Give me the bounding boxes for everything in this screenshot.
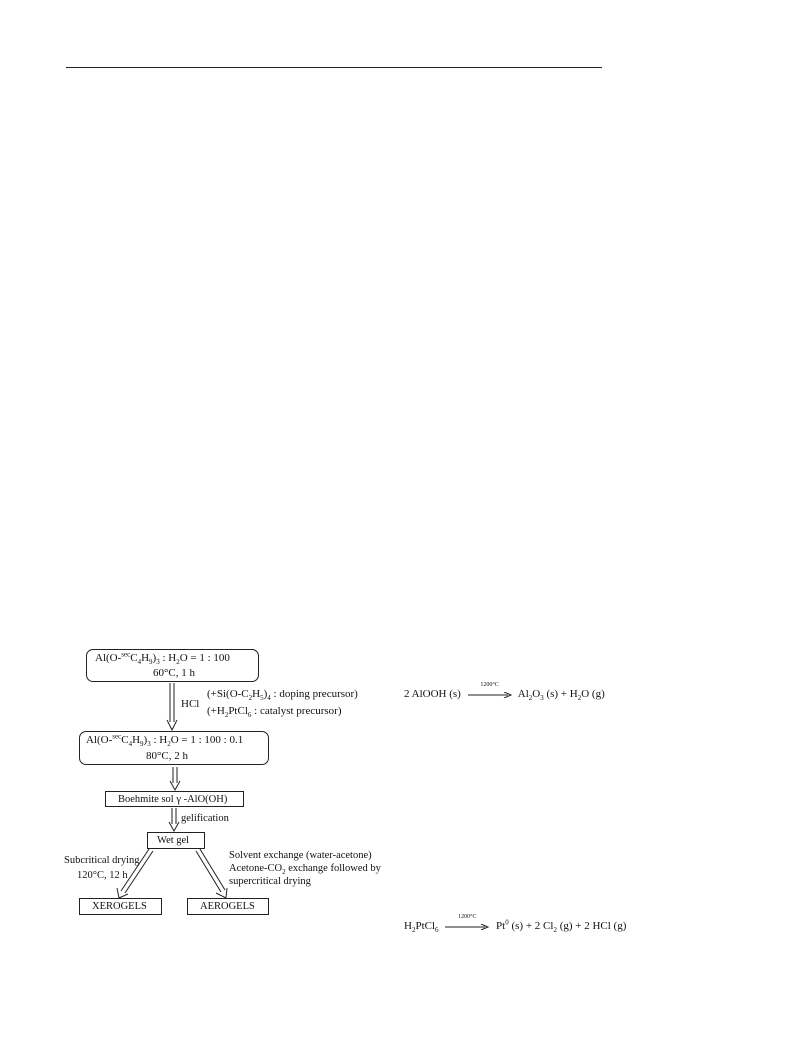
step1-reagent: $Al(O-^{sec}C_4H_9)_3$ : $H_2O = 1$ : 100 [95, 650, 230, 667]
eq1-reaction-arrow [468, 682, 512, 700]
step2-reagent: $Al(O-^{sec}C_4H_9)_3$ : $H_2O = 1$ : 100 : 0.1 [86, 732, 244, 749]
subcritical-drying-label: Subcritical drying [64, 855, 140, 866]
doping-precursor: ($+Si(O-C_2H_5)_4$ : doping precursor) [207, 688, 358, 703]
xerogels-box [79, 898, 162, 915]
step1-conditions: 60°C, 1 h [153, 667, 195, 679]
wet-gel-label: Wet gel [157, 835, 190, 846]
double-arrow-hcl [167, 683, 177, 730]
eq2-reaction-arrow [445, 914, 489, 932]
hcl-label: HCl [181, 698, 200, 710]
eq2-rhs: Pt$^0$ (s) + 2 $Cl_2$ (g) + 2 HCl (g) [496, 918, 627, 935]
eq2-lhs: $H_2PtCl_6$ [404, 920, 439, 935]
catalyst-precursor: ($+H_2PtCl_6$ : catalyst precursor) [207, 705, 342, 720]
eq1-condition: 1200°C [480, 682, 499, 689]
solvent-exchange-label: Solvent exchange (water-acetone) [229, 850, 372, 861]
boehmite-label: Boehmite sol γ -AlO(OH) [118, 794, 228, 805]
step1-box [86, 649, 259, 682]
equation-alooh-decomposition [404, 682, 605, 703]
double-arrow-aerogels [196, 849, 227, 898]
xerogels-label: XEROGELS [92, 901, 147, 912]
wet-gel-box [147, 832, 205, 849]
equation-h2ptcl6-decomposition [404, 914, 627, 935]
aerogels-label: AEROGELS [200, 901, 255, 912]
gelification-label: gelification [181, 813, 229, 824]
double-arrow-boehmite [170, 767, 180, 790]
double-arrow-gelification [169, 808, 179, 831]
eq2-condition: 1200°C [458, 914, 477, 921]
boehmite-box [105, 791, 244, 807]
eq1-lhs: 2 AlOOH (s) [404, 688, 461, 700]
step2-box [79, 731, 269, 765]
supercritical-drying-label: supercritical drying [229, 876, 311, 887]
acetone-co2-label: Acetone-$CO_2$ exchange followed by [229, 863, 381, 877]
aerogels-box [187, 898, 269, 915]
step2-conditions: 80°C, 2 h [146, 750, 188, 762]
eq1-rhs: $Al_2O_3$ $(s) + H_2O$ (g) [517, 688, 605, 703]
subcritical-conditions: 120°C, 12 h [77, 870, 128, 881]
